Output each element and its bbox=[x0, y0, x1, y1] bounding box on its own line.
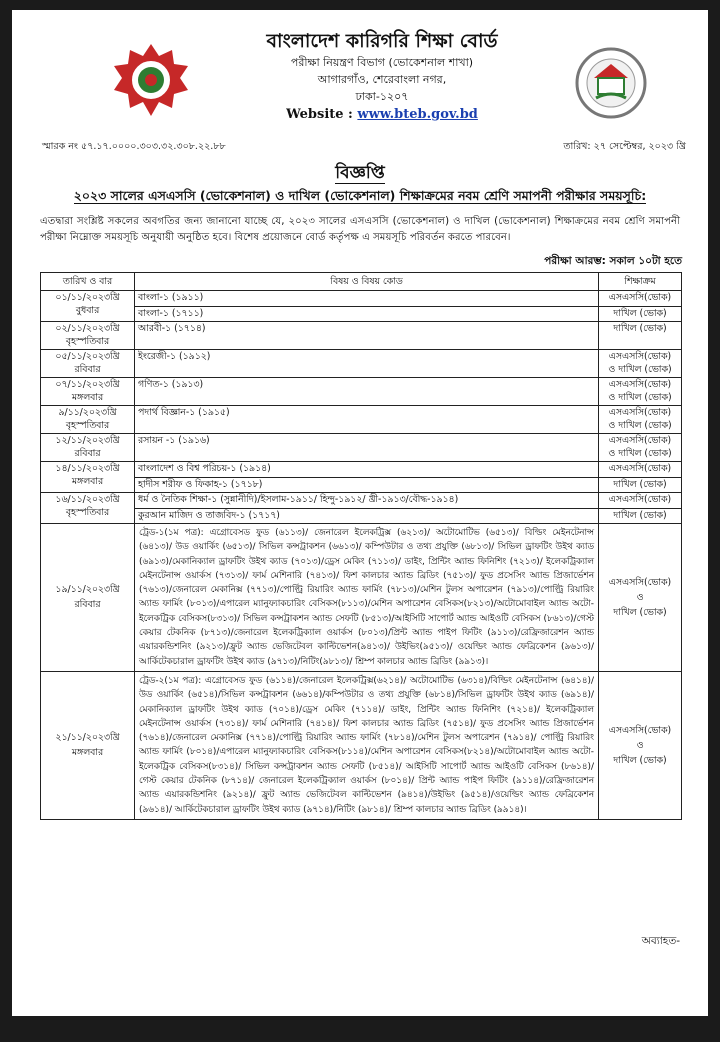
table-row bbox=[41, 671, 682, 819]
curriculum-cell: দাখিল (ভোক) bbox=[599, 322, 682, 350]
col-header-curriculum: শিক্ষাক্রম bbox=[599, 273, 682, 291]
website-label: Website : bbox=[286, 107, 353, 122]
board-seal-icon bbox=[574, 46, 648, 120]
col-header-subject: বিষয় ও বিষয় কোড bbox=[135, 273, 599, 291]
subject-cell: ইংরেজী-১ (১৯১২) bbox=[135, 350, 599, 378]
curriculum-cell: দাখিল (ভোক) bbox=[599, 306, 682, 322]
date-cell: ০১/১১/২০২৩খ্রি বুধবার bbox=[41, 291, 135, 322]
curriculum-cell: এসএসসি(ভোক) ও দাখিল (ভোক) bbox=[599, 406, 682, 434]
curriculum-cell: এসএসসি(ভোক) ও দাখিল (ভোক) bbox=[599, 378, 682, 406]
date-cell: ২১/১১/২০২৩খ্রি মঙ্গলবার bbox=[41, 671, 135, 819]
subject-cell: ধর্ম ও নৈতিক শিক্ষা-১ (সুন্নানীদি)/ইসলাম-১৯১১/ হিন্দু-১৯১২/ খ্রী-১৯১৩/বৌদ্ধ-১৯১৪) bbox=[135, 493, 599, 509]
col-header-date: তারিখ ও বার bbox=[41, 273, 135, 291]
table-row bbox=[41, 462, 682, 478]
reference-number: স্মারক নং ৫৭.১৭.০০০০.৩০৩.৩২.৩০৮.২২.৮৮ bbox=[42, 141, 226, 152]
table-row bbox=[41, 291, 682, 307]
subject-cell: আরবী-১ (১৭১৪) bbox=[135, 322, 599, 350]
subject-cell: পদার্থ বিজ্ঞান-১ (১৯১৫) bbox=[135, 406, 599, 434]
exam-start-time: পরীক্ষা আরম্ভ: সকাল ১০টা হতে bbox=[544, 255, 682, 267]
subject-cell: রসায়ন -১ (১৯১৬) bbox=[135, 434, 599, 462]
table-row bbox=[41, 406, 682, 434]
table-row bbox=[41, 493, 682, 509]
date-cell: ০৫/১১/২০২৩খ্রি রবিবার bbox=[41, 350, 135, 378]
date-cell: ০৭/১১/২০২৩খ্রি মঙ্গলবার bbox=[41, 378, 135, 406]
subject-cell: ট্রেড-১(১ম পত্র): এগ্রোবেসড ফুড (৬১১৩)/ জেনারেল ইলেকট্রিক্স (৬২১৩)/ অটোমোটিভ (৬৫১৩)/ বিল্ডিং মেইনটেনান্স (৬৪১৩)/ উড ওয়ার্কিং (৬৫১৩)/ সিভিল কন্সট্রাকশন (৬৬১৩)/ কম্পিউটার ও তথ্য প্রযুক্তি (৬৮১৩)/ সিভিল ড্রাফটিং উইথ ক্যাড (৬৯১৩)/মেকানিক্যাল ড্রাফটিং উইথ ক্যাড (৭০১৩)/ড্রেস মেকিং (৭১১৩)/ ডাইং, প্রিন্টিং অ্যান্ড ফিনিশিং (৭২১৩)/ ইলেকট্রিক্যাল মেইনটেনান্স ওয়ার্কস (৭৩১৩)/ ফার্ম মেশিনারি (৭৪১৩)/ ফিশ কালচার অ্যান্ড ব্রিডিং (৭৫১৩)/ ফুড প্রসেসিং অ্যান্ড প্রিজার্ভেশন (৭৬১৩)/জেনারেল মেকানিক্স (৭৭১৩)/পোল্ট্রি রিয়ারিং অ্যান্ড ফার্মিং (৭৮১৩)/মেশিন টুলস অপারেশন (৭৯১৩)/পোল্ট্রি রিয়ারিং অ্যান্ড ফার্মিং (৮০১৩)/এপারেল ম্যানুফ্যাকচারিং বেসিকস(৮১১৩)/মেশিন অপারেশন বেসিকস(৮২১৩)/অটোমোবাইল অ্যান্ড অটো-ইলেকট্রিক বেসিকস(৮৩১৩)/ সিভিল কন্সট্রাকশন অ্যান্ড সেফটি (৮৫১৩)/আইসিটি সাপোর্ট অ্যান্ড আইওটি বেসিকস (৮৬১৩)/গেস্ট কেয়ার টেকনিক (৮৭১৩)/জেনারেল ইলেকট্রিক্যাল ওয়ার্কস (৮০১৩)/প্রিন্ট অ্যান্ড পাইপ ফিটিং (৯১১৩)/রেফ্রিজারেশন অ্যান্ড এয়ারকন্ডিশনিং (৯২১৩)/ফ্রুট অ্যান্ড ভেজিটেবল কাল্টিভেশন(৯৪১৩)/ উইভিং(৯৫১৩)/ ওয়েল্ডিং অ্যান্ড ফেব্রিকেশন (৯৬১৩)/ আর্কিটেকচারাল ড্রাফটিং উইথ ক্যাড (৯৭১৩)/নিটিং(৯৮১৩)/ শ্রিম্প কালচার অ্যান্ড ব্রিডিং (৯৯১৩)। bbox=[135, 524, 599, 672]
letterhead bbox=[212, 28, 552, 125]
table-row bbox=[41, 477, 682, 493]
curriculum-cell: এসএসসি(ভোক) ও দাখিল (ভোক) bbox=[599, 434, 682, 462]
curriculum-cell: এসএসসি(ভোক) ও দাখিল (ভোক) bbox=[599, 671, 682, 819]
table-row bbox=[41, 350, 682, 378]
subject-cell: বাংলাদেশ ও বিশ্ব পরিচয়-১ (১৯১৪) bbox=[135, 462, 599, 478]
table-row bbox=[41, 306, 682, 322]
date-cell: ১৯/১১/২০২৩খ্রি রবিবার bbox=[41, 524, 135, 672]
date-cell: ১৪/১১/২০২৩খ্রি মঙ্গলবার bbox=[41, 462, 135, 493]
subject-cell: হাদীস শরীফ ও ফিকাহ-১ (১৭১৮) bbox=[135, 477, 599, 493]
curriculum-cell: এসএসসি(ভোক) bbox=[599, 462, 682, 478]
table-row bbox=[41, 322, 682, 350]
table-row bbox=[41, 434, 682, 462]
curriculum-cell: দাখিল (ভোক) bbox=[599, 477, 682, 493]
website-line bbox=[212, 105, 552, 125]
issue-date: তারিখ: ২৭ সেপ্টেম্বর, ২০২৩ খ্রি bbox=[563, 141, 686, 152]
subject-cell: বাংলা-১ (১৭১১) bbox=[135, 306, 599, 322]
table-row bbox=[41, 524, 682, 672]
date-cell: ১২/১১/২০২৩খ্রি রবিবার bbox=[41, 434, 135, 462]
continued-label: অব্যাহত- bbox=[641, 935, 680, 947]
subject-cell: গণিত-১ (১৯১৩) bbox=[135, 378, 599, 406]
curriculum-cell: এসএসসি(ভোক) ও দাখিল (ভোক) bbox=[599, 350, 682, 378]
curriculum-cell: এসএসসি(ভোক) bbox=[599, 493, 682, 509]
notice-title: বিজ্ঞপ্তি bbox=[335, 163, 385, 183]
date-cell: ৯/১১/২০২৩খ্রি বৃহস্পতিবার bbox=[41, 406, 135, 434]
website-link[interactable]: www.bteb.gov.bd bbox=[357, 107, 478, 122]
subject-cell: কুরআন মাজিদ ও তাজবিদ-১ (১৭১৭) bbox=[135, 508, 599, 524]
subject-cell: ট্রেড-২(১ম পত্র): এগ্রোবেসড ফুড (৬১১৪)/জেনারেল ইলেকট্রিক্স(৬২১৪)/ অটোমোটিভ (৬৩১৪)/বিল্ডিং মেইনটেনান্স (৬৪১৪)/উড ওয়ার্কিং (৬৫১৪)/সিভিল কন্সট্রাকশন (৬৬১৪)/কম্পিউটার ও তথ্য প্রযুক্তি (৬৮১৪)/সিভিল ড্রাফটিং উইথ ক্যাড (৬৯১৪)/মেকানিক্যাল ড্রাফটিং উইথ ক্যাড (৭০১৪)/ড্রেস মেকিং (৭১১৪)/ ডাইং, প্রিন্টিং অ্যান্ড ফিনিশিং (৭২১৪)/ ইলেকট্রিক্যাল মেইনটেনান্স ওয়ার্কস (৭৩১৪)/ ফার্ম মেশিনারি (৭৪১৪)/ ফিশ কালচার অ্যান্ড ব্রিডিং (৭৫১৪)/ ফুড প্রসেসিং অ্যান্ড প্রিজার্ভেশন (৭৬১৪)/জেনারেল মেকানিক্স (৭৭১৪)/পোল্ট্রি রিয়ারিং অ্যান্ড ফার্মিং (৭৮১৪)/মেশিন টুলস অপারেশন (৭৯১৪)/ পোল্ট্রি রিয়ারিং অ্যান্ড ফার্মিং (৮০১৪)/এপারেল ম্যানুফ্যাকচারিং বেসিকস(৮১১৪)/মেশিন অপারেশন বেসিকস(৮২১৪)/অটোমোবাইল অ্যান্ড অটো-ইলেকট্রিক বেসিকস(৮৩১৪)/ সিভিল কন্সট্রাকশন অ্যান্ড সেফটি (৮৫১৪)/ আইসিটি সাপোর্ট অ্যান্ড আইওটি বেসিকস (৮৬১৪)/গেস্ট কেয়ার টেকনিক (৮৭১৪)/ জেনারেল ইলেকট্রিক্যাল ওয়ার্কস (৮০১৪)/ প্রিন্ট অ্যান্ড পাইপ ফিটিং (৯১১৪)/রেফ্রিজারেশন অ্যান্ড এয়ারকন্ডিশনিং (৯২১৪)/ ফ্রুট অ্যান্ড ভেজিটেবল কাল্টিভেশন (৯৪১৪)/উইভিং (৯৫১৪)/ওয়েল্ডিং অ্যান্ড ফেব্রিকেশন (৯৬১৪)/ আর্কিটেকচারাল ড্রাফটিং উইথ ক্যাড (৯৭১৪)/নিটিং (৯৮১৪)/ শ্রিম্প কালচার অ্যান্ড ব্রিডিং (৯৯১৪)। bbox=[135, 671, 599, 819]
exam-schedule-table bbox=[40, 272, 682, 820]
bteb-logo-icon bbox=[112, 42, 190, 120]
subject-cell: বাংলা-১ (১৯১১) bbox=[135, 291, 599, 307]
intro-paragraph: এতদ্বারা সংশ্লিষ্ট সকলের অবগতির জন্য জানানো যাচ্ছে যে, ২০২৩ সালের এসএসসি (ভোকেশনাল) ও দাখিল (ভোকেশনাল) শিক্ষাক্রমের নবম শ্রেণি সমাপনী পরীক্ষা নিম্নোক্ত সময়সূচি অনুযায়ী অনুষ্ঠিত হবে। বিশেষ প্রয়োজনে বোর্ড কর্তৃপক্ষ এ সময়সূচি পরিবর্তন করতে পারবেন। bbox=[40, 216, 680, 243]
table-row bbox=[41, 508, 682, 524]
org-name: বাংলাদেশ কারিগরি শিক্ষা বোর্ড bbox=[266, 30, 498, 52]
dept-name: পরীক্ষা নিয়ন্ত্রণ বিভাগ (ভোকেশনাল শাখা) bbox=[290, 56, 474, 69]
table-row bbox=[41, 378, 682, 406]
table-header-row bbox=[41, 273, 682, 291]
notice-subtitle: ২০২৩ সালের এসএসসি (ভোকেশনাল) ও দাখিল (ভোকেশনাল) শিক্ষাক্রমের নবম শ্রেণি সমাপনী পরীক্ষার সময়সূচি: bbox=[73, 188, 647, 203]
curriculum-cell: এসএসসি(ভোক) ও দাখিল (ভোক) bbox=[599, 524, 682, 672]
curriculum-cell: এসএসসি(ভোক) bbox=[599, 291, 682, 307]
curriculum-cell: দাখিল (ভোক) bbox=[599, 508, 682, 524]
date-cell: ০২/১১/২০২৩খ্রি বৃহস্পতিবার bbox=[41, 322, 135, 350]
address-line-1: আগারগাঁও, শেরেবাংলা নগর, bbox=[317, 73, 447, 86]
document-page bbox=[12, 10, 708, 1016]
date-cell: ১৬/১১/২০২৩খ্রি বৃহস্পতিবার bbox=[41, 493, 135, 524]
address-line-2: ঢাকা-১২০৭ bbox=[355, 90, 409, 103]
